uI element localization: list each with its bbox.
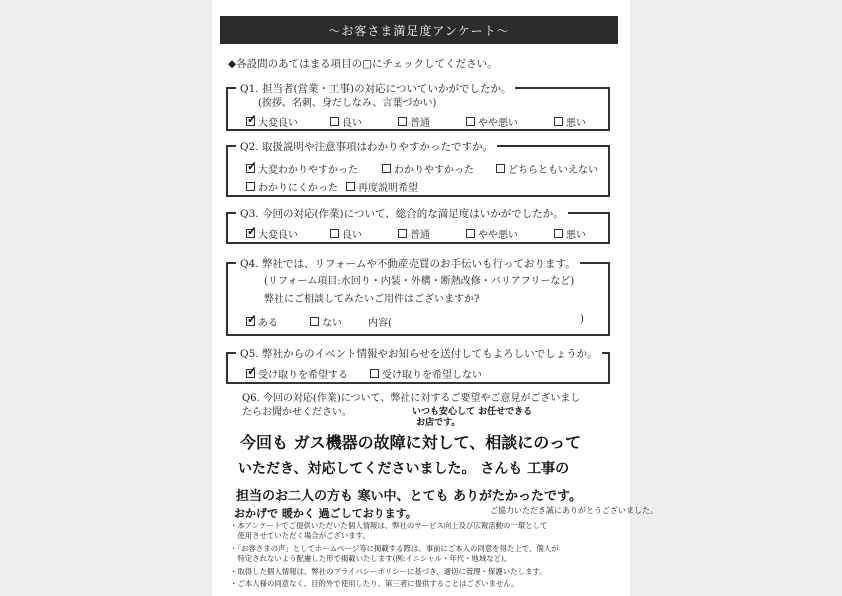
privacy-note-5: ・ご本人様の同意なく、目的外で使用したり、第三者に提供することはございません。 [230,579,519,588]
q1-section [226,83,610,131]
checkbox-checked-icon [246,229,255,238]
handwriting-line-3: 担当のお二人の方も 寒い中、とても ありがたかったです。 [236,489,583,504]
q3-option-0[interactable]: ✓ 大変良い [246,226,298,241]
handwriting-line-2: いただき、対応してくださいました。 さんも 工事の [238,461,570,477]
checkbox-icon [370,369,379,378]
q1-option-0[interactable]: ✓ 大変良い [246,114,298,129]
checkbox-icon [246,182,255,191]
survey-title: 〜お客さま満足度アンケート〜 [220,16,618,44]
q3-option-4[interactable]: 悪い [554,226,586,241]
handwriting-line-0b: お店です。 [416,418,461,428]
checkbox-checked-icon [246,117,255,126]
q5-option-1[interactable]: 受け取りを希望しない [370,366,482,381]
q4-subtitle: (リフォーム項目:水回り・内装・外構・断熱改修・バリアフリーなど) [264,276,575,287]
instructions: ◆各設問のあてはまる項目の□にチェックしてください。 [228,58,498,70]
q3-section [226,208,610,244]
q3-option-2[interactable]: 普通 [398,226,430,241]
q4-content-field[interactable]: 内容( [368,318,392,329]
checkbox-icon [496,164,505,173]
checkbox-icon [466,117,475,126]
privacy-note-3: 特定されないよう配慮した形で掲載いたします(例:イニシャル・年代・地域など)。 [230,554,512,563]
checkbox-icon [382,164,391,173]
checkbox-checked-icon [246,164,255,173]
privacy-note-2: ・「お客さまの声」としてホームページ等に掲載する際は、事前にご本人の同意を得た上で、個人が [230,544,559,553]
checkbox-icon [330,229,339,238]
q4-title: Q4. 弊社では、リフォームや不動産売買のお手伝いも行っております。 [236,256,580,271]
checkbox-icon [554,229,563,238]
handwriting-line-4: おかげで 暖かく 過ごしております。 [234,507,417,520]
checkbox-checked-icon [246,317,255,326]
q4-option-0[interactable]: ✓ ある [246,314,278,329]
q4-option-1[interactable]: ない [310,314,342,329]
survey-sheet [212,0,658,596]
q2-section [226,141,610,197]
q4-question: 弊社にご相談してみたいご用件はございますか? [264,294,480,305]
q1-option-3[interactable]: やや悪い [466,114,518,129]
checkbox-icon [466,229,475,238]
handwriting-line-0: いつも安心して お任せできる [412,407,533,417]
privacy-note-1: 使用させていただく場合がございます。 [230,531,370,540]
privacy-note-0: ・本アンケートでご提供いただいた個人情報は、弊社のサービス向上及び広報活動の一環として [230,521,548,530]
thanks-text: ご協力いただき誠にありがとうございました。 [490,506,658,515]
q1-option-4[interactable]: 悪い [554,114,586,129]
q4-content-close: ) [580,314,584,325]
q2-option-2[interactable]: どちらともいえない [496,161,598,176]
checkbox-icon [346,182,355,191]
q3-option-1[interactable]: 良い [330,226,362,241]
q2-title: Q2. 取扱説明や注意事項はわかりやすかったですか。 [236,139,497,154]
q5-title: Q5. 弊社からのイベント情報やお知らせを送付してもよろしいでしょうか。 [236,346,602,361]
q1-option-2[interactable]: 普通 [398,114,430,129]
checkbox-icon [310,317,319,326]
checkbox-icon [554,117,563,126]
q4-section [226,258,610,336]
q3-option-3[interactable]: やや悪い [466,226,518,241]
q2-option-0[interactable]: ✓ 大変わかりやすかった [246,161,358,176]
checkbox-checked-icon [246,369,255,378]
checkbox-icon [330,117,339,126]
checkbox-icon [398,229,407,238]
q1-title: Q1. 担当者(営業・工事)の対応についていかがでしたか。 [236,81,515,96]
q3-title: Q3. 今回の対応(作業)について、総合的な満足度はいかがでしたか。 [236,206,568,221]
q5-section [226,348,610,384]
q2-option-1[interactable]: わかりやすかった [382,161,474,176]
handwriting-line-1: 今回も ガス機器の故障に対して、相談にのって [240,433,582,452]
privacy-note-4: ・取得した個人情報は、弊社のプライバシーポリシーに基づき、適切に管理・保護いたします。 [230,567,547,576]
q5-option-0[interactable]: ✓ 受け取りを希望する [246,366,348,381]
q6-title: Q6. 今回の対応(作業)について、弊社に対するご要望やご意見がございましたらお聞かせください。 [242,393,581,418]
q2-option-3[interactable]: わかりにくかった [246,179,338,194]
q1-subtitle: (挨拶、名刺、身だしなみ、言葉づかい) [258,98,437,109]
q2-option-4[interactable]: 再度説明希望 [346,179,418,194]
q1-option-1[interactable]: 良い [330,114,362,129]
checkbox-icon [398,117,407,126]
